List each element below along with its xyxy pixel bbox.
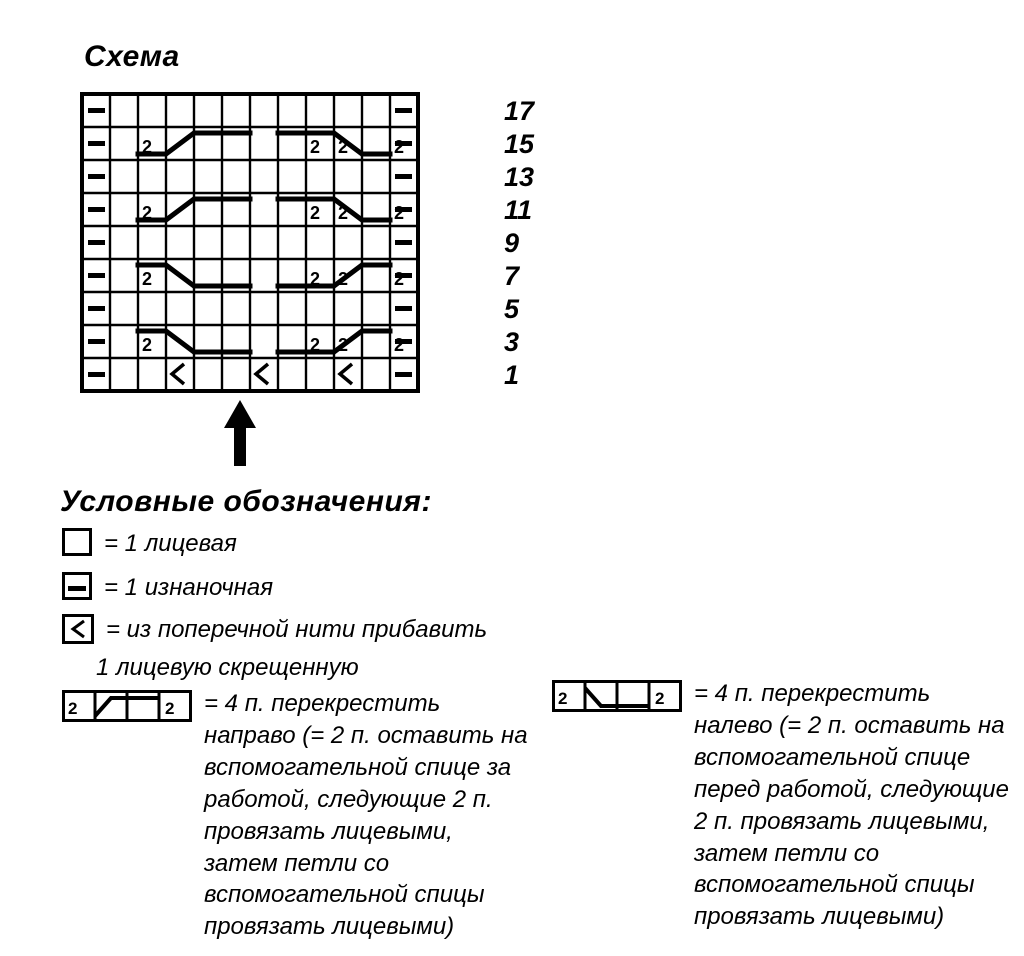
svg-text:2: 2	[142, 335, 153, 355]
svg-text:2: 2	[142, 269, 153, 289]
svg-text:2: 2	[338, 269, 349, 289]
legend-title: Условные обозначения:	[60, 485, 432, 518]
legend-item-cross-right	[62, 688, 532, 943]
svg-text:2: 2	[394, 203, 405, 223]
legend-item-label: = 1 лицевая	[104, 530, 237, 557]
row-number: 1	[504, 360, 520, 390]
svg-text:2: 2	[338, 203, 349, 223]
svg-text:2: 2	[68, 699, 78, 718]
legend-item-increase-line2: 1 лицевую скрещенную	[96, 654, 359, 681]
row-number: 15	[504, 129, 535, 159]
page-title: Схема	[84, 40, 180, 73]
legend-item-label: = 4 п. перекрестить налево (= 2 п. оставить на вспомогательной спице перед работой, следующие 2 п. провязать лицевыми, затем петли со вспомогательной спицы провязать лицевыми)	[694, 680, 1009, 931]
svg-text:2: 2	[394, 269, 405, 289]
knitting-chart	[80, 92, 535, 396]
row-number: 3	[504, 327, 520, 357]
legend-item-purl	[62, 572, 273, 603]
empty-box-icon	[62, 528, 92, 556]
svg-text:2: 2	[558, 689, 568, 708]
row-number: 5	[504, 294, 520, 324]
repeat-start-arrow-icon	[210, 398, 270, 468]
svg-text:2: 2	[142, 203, 153, 223]
svg-text:2: 2	[655, 689, 665, 708]
cable-right-icon	[62, 690, 192, 722]
svg-text:2: 2	[338, 137, 349, 157]
chart-grid	[80, 92, 420, 398]
cable-left-icon	[552, 680, 682, 712]
svg-text:2: 2	[165, 699, 175, 718]
purl-box-icon	[62, 572, 92, 600]
row-number: 7	[504, 261, 520, 291]
row-number: 13	[504, 162, 535, 192]
legend-item-cross-left	[552, 678, 1012, 933]
legend-item-increase	[62, 614, 487, 645]
svg-text:2: 2	[394, 335, 405, 355]
legend-item-label: = 4 п. перекрестить направо (= 2 п. оставить на вспомогательной спице за работой, следующие 2 п. провязать лицевыми, затем петли со вспомогательной спицы провязать лицевыми)	[204, 690, 528, 941]
svg-text:2: 2	[310, 203, 321, 223]
legend-item-label: = из поперечной нити прибавить	[106, 616, 488, 643]
svg-text:2: 2	[310, 335, 321, 355]
row-number: 11	[504, 195, 533, 225]
svg-text:2: 2	[338, 335, 349, 355]
increase-box-icon	[62, 614, 94, 644]
legend-item-knit	[62, 528, 237, 559]
svg-text:2: 2	[310, 137, 321, 157]
row-number: 9	[504, 228, 520, 258]
legend-item-label: = 1 изнаночная	[104, 574, 274, 601]
svg-text:2: 2	[142, 137, 153, 157]
svg-text:2: 2	[310, 269, 321, 289]
svg-text:2: 2	[394, 137, 405, 157]
row-number: 17	[504, 96, 535, 126]
